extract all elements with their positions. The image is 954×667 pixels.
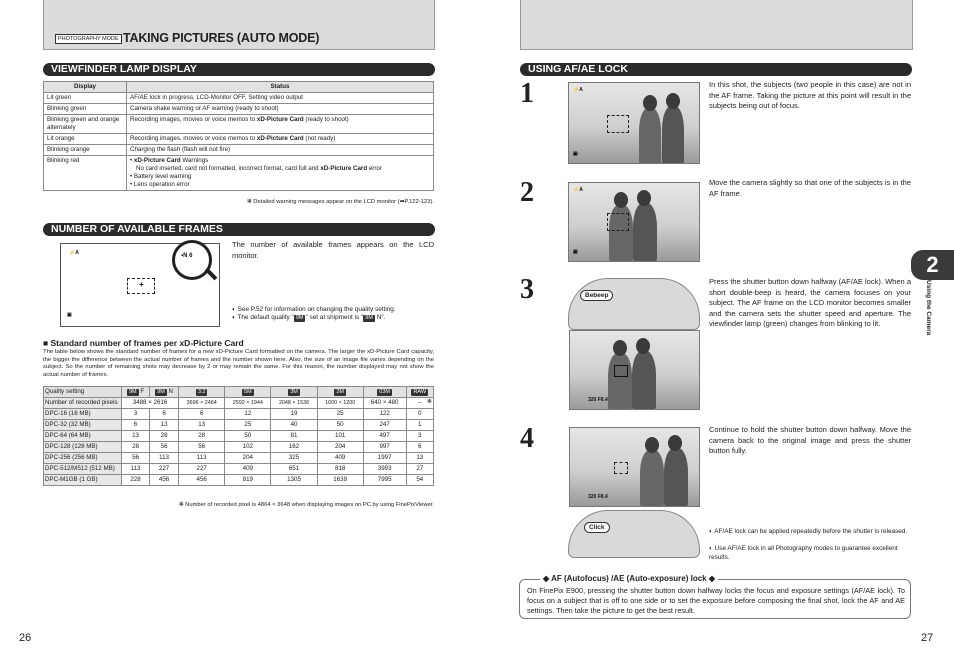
frame-count-cell: 228 bbox=[122, 475, 150, 486]
frame-count-cell: 50 bbox=[317, 420, 363, 431]
frame-count-cell: 7995 bbox=[363, 475, 406, 486]
quality-row bbox=[44, 387, 434, 398]
frame-count-cell: 247 bbox=[363, 420, 406, 431]
mode-auto-icon: ▣ bbox=[573, 151, 578, 157]
frame-count-cell: 456 bbox=[150, 475, 179, 486]
frame-count-cell: 162 bbox=[271, 442, 317, 453]
quality-cell: 2M bbox=[317, 387, 363, 398]
viewfinder-status-table bbox=[43, 81, 434, 191]
frame-count-cell: 13 bbox=[122, 431, 150, 442]
frame-count-cell: 227 bbox=[150, 464, 179, 475]
page-title: TAKING PICTURES (AUTO MODE) bbox=[123, 31, 320, 45]
std-frames-heading: ■ Standard number of frames per xD-Picture Card bbox=[43, 338, 244, 348]
frame-count-cell: 27 bbox=[406, 464, 433, 475]
frame-count-cell: 409 bbox=[317, 453, 363, 464]
frames-footnote: ✻ Number of recorded pixel is 4864 × 3648 when displaying images on PC by using FinePixViewer. bbox=[178, 502, 434, 508]
table-row bbox=[44, 145, 434, 156]
bebeep-bubble: Bebeep bbox=[580, 290, 613, 301]
table-row bbox=[44, 156, 434, 191]
frame-count-cell: 6 bbox=[179, 409, 225, 420]
shutter-readout: 320 F8.4 bbox=[588, 494, 608, 500]
step-3-text: Press the shutter button down halfway (AF/AE lock). When a short double-beep is heard, the camera focuses on your subject. The AF frame on the LCD monitor becomes smaller and the camera sets the shutter speed and aperture. The viewfinder lamp (green) changes from blinking to lit. bbox=[709, 277, 911, 328]
pixels-row bbox=[44, 398, 434, 409]
frame-count-cell: 56 bbox=[179, 442, 225, 453]
af-frame-icon bbox=[607, 115, 629, 133]
table-row bbox=[44, 464, 434, 475]
card-name-cell: DPC-M1GB (1 GB) bbox=[44, 475, 122, 486]
status-cell: Camera shake warning or AF warning (ready to shoot) bbox=[127, 104, 434, 115]
frame-count-cell: 102 bbox=[225, 442, 271, 453]
quality-cell: 3:2 bbox=[179, 387, 225, 398]
section-frames-heading: NUMBER OF AVAILABLE FRAMES bbox=[43, 223, 435, 236]
afae-tip-1: ◐ AF/AE lock can be applied repeatedly before the shutter is released. bbox=[709, 528, 908, 535]
frame-count-cell: 1 bbox=[406, 420, 433, 431]
frame-count-cell: 54 bbox=[406, 475, 433, 486]
quality-cell: 9M F bbox=[122, 387, 150, 398]
hand-press-illustration bbox=[568, 278, 700, 330]
frame-count-cell: 204 bbox=[225, 453, 271, 464]
frame-count-cell: 28 bbox=[122, 442, 150, 453]
card-name-cell: DPC-256 (256 MB) bbox=[44, 453, 122, 464]
step-number: 4 bbox=[520, 423, 534, 454]
mode-tag: PHOTOGRAPHY MODE bbox=[55, 34, 122, 44]
page-number-right: 27 bbox=[921, 632, 934, 644]
photo-step-4 bbox=[569, 427, 700, 507]
pixel-cell: – ✻ bbox=[406, 398, 433, 409]
card-name-cell: DPC-512/M512 (512 MB) bbox=[44, 464, 122, 475]
display-cell: Blinking red bbox=[44, 156, 127, 191]
chapter-tab: 2 bbox=[911, 250, 954, 280]
afae-tip-2: ◐ Use AF/AE lock in all Photography modes to guarantee excellent results. bbox=[709, 545, 898, 561]
frame-count-cell: 25 bbox=[317, 409, 363, 420]
shutter-readout: 320 F8.4 bbox=[588, 397, 608, 403]
frames-intro: The number of available frames appears on the LCD monitor. bbox=[232, 240, 434, 260]
header-band-right bbox=[520, 0, 913, 50]
col-status-header: Status bbox=[127, 82, 434, 93]
photo-step-2 bbox=[568, 182, 700, 262]
frame-count-cell: 818 bbox=[317, 464, 363, 475]
display-cell: Blinking green bbox=[44, 104, 127, 115]
frame-count-cell: 28 bbox=[150, 431, 179, 442]
frame-count-cell: 81 bbox=[271, 431, 317, 442]
frames-tip-2: ◐ The default quality " 9M " set at shipment is " 9M N". bbox=[232, 314, 386, 321]
af-frame-locked-icon bbox=[614, 365, 628, 377]
pixel-cell: 3696 × 2464 bbox=[179, 398, 225, 409]
frame-count-cell: 1997 bbox=[363, 453, 406, 464]
pixels-label: Number of recorded pixels bbox=[44, 398, 122, 409]
frame-count-cell: 40 bbox=[271, 420, 317, 431]
status-cell: Recording images, movies or voice memos to xD-Picture Card (not ready) bbox=[127, 134, 434, 145]
frame-count-cell: 13 bbox=[150, 420, 179, 431]
table-row bbox=[44, 134, 434, 145]
pixel-cell: 3488 × 2616 bbox=[122, 398, 179, 409]
quality-label: Quality setting bbox=[44, 387, 122, 398]
page-number-left: 26 bbox=[19, 632, 32, 644]
frame-count-cell: 122 bbox=[363, 409, 406, 420]
std-frames-text: The table below shows the standard number of frames for a new xD-Picture Card formatted on the camera. The larger the xD-Picture Card capacity, the bigger the difference between the actual number of frames and the number shown here. Also, the size of an image file varies depending on the subject. So the number of remaining shots may decrease by 2 or may remain the same. For this reason, the number displayed may not show the actual number of frames. bbox=[43, 349, 434, 378]
step-1-text: In this shot, the subjects (two people in this case) are not in the AF frame. Taking the picture at this point will result in the subjects being out of focus. bbox=[709, 80, 911, 110]
card-name-cell: DPC-128 (128 MB) bbox=[44, 442, 122, 453]
frame-count-icon: ▪N 6 bbox=[181, 253, 193, 259]
frame-count-cell: 409 bbox=[225, 464, 271, 475]
frame-count-cell: 50 bbox=[225, 431, 271, 442]
frame-count-cell: 113 bbox=[150, 453, 179, 464]
col-display-header: Display bbox=[44, 82, 127, 93]
step-2-text: Move the camera slightly so that one of the subjects is in the AF frame. bbox=[709, 178, 911, 198]
crosshair-icon: + bbox=[139, 280, 144, 289]
card-name-cell: DPC-32 (32 MB) bbox=[44, 420, 122, 431]
frame-count-cell: 6 bbox=[406, 442, 433, 453]
quality-cell: 3M bbox=[271, 387, 317, 398]
display-cell: Blinking orange bbox=[44, 145, 127, 156]
status-cell: Charging the flash (flash will not fire) bbox=[127, 145, 434, 156]
frame-count-cell: 3 bbox=[122, 409, 150, 420]
card-name-cell: DPC-64 (64 MB) bbox=[44, 431, 122, 442]
flash-auto-icon: ⚡A bbox=[573, 87, 583, 93]
frame-count-cell: 12 bbox=[225, 409, 271, 420]
frame-count-cell: 3 bbox=[406, 431, 433, 442]
status-cell: Recording images, movies or voice memos to xD-Picture Card (ready to shoot) bbox=[127, 115, 434, 134]
step-number: 2 bbox=[520, 177, 534, 208]
status-cell: AF/AE lock in progress, LCD-Monitor OFF, Setting video output bbox=[127, 93, 434, 104]
frame-count-cell: 497 bbox=[363, 431, 406, 442]
step-number: 3 bbox=[520, 274, 534, 305]
table-row bbox=[44, 431, 434, 442]
frame-count-cell: 227 bbox=[179, 464, 225, 475]
display-cell: Blinking green and orange alternately bbox=[44, 115, 127, 134]
frame-count-cell: 28 bbox=[179, 431, 225, 442]
photo-step-1 bbox=[568, 82, 700, 164]
frame-count-cell: 204 bbox=[317, 442, 363, 453]
frame-count-cell: 997 bbox=[363, 442, 406, 453]
table-row bbox=[44, 409, 434, 420]
table-row bbox=[44, 115, 434, 134]
card-name-cell: DPC-16 (16 MB) bbox=[44, 409, 122, 420]
frame-count-cell: 13 bbox=[179, 420, 225, 431]
pixel-cell: 2048 × 1536 bbox=[271, 398, 317, 409]
frame-count-cell: 325 bbox=[271, 453, 317, 464]
frame-count-cell: 456 bbox=[179, 475, 225, 486]
frame-count-cell: 113 bbox=[179, 453, 225, 464]
step-number: 1 bbox=[520, 78, 534, 109]
af-frame-icon bbox=[614, 462, 628, 474]
mode-auto-icon: ▣ bbox=[573, 249, 578, 255]
frame-count-cell: 6 bbox=[150, 409, 179, 420]
quality-cell: 9M N bbox=[150, 387, 179, 398]
photo-step-3 bbox=[569, 330, 700, 410]
frame-count-cell: 13 bbox=[406, 453, 433, 464]
quality-cell: 5M bbox=[225, 387, 271, 398]
af-frame-icon bbox=[607, 213, 629, 231]
frame-count-cell: 25 bbox=[225, 420, 271, 431]
table-row bbox=[44, 453, 434, 464]
frame-count-cell: 6 bbox=[122, 420, 150, 431]
magnifier-icon bbox=[172, 240, 212, 280]
frame-count-cell: 1305 bbox=[271, 475, 317, 486]
pixel-cell: 2592 × 1944 bbox=[225, 398, 271, 409]
display-cell: Lit orange bbox=[44, 134, 127, 145]
click-bubble: Click bbox=[584, 522, 610, 533]
status-cell: • xD-Picture Card Warnings No card inserted, card not formatted, incorrect format, card full and xD-Picture Card error • Battery level warning • Lens operation error bbox=[127, 156, 434, 191]
table-row bbox=[44, 104, 434, 115]
frame-count-cell: 56 bbox=[150, 442, 179, 453]
frame-count-cell: 0 bbox=[406, 409, 433, 420]
pixel-cell: 640 × 480 bbox=[363, 398, 406, 409]
frames-table bbox=[43, 386, 434, 486]
table-row bbox=[44, 93, 434, 104]
frames-tip-1: ◐ See P.52 for information on changing the quality setting. bbox=[232, 306, 396, 313]
flash-auto-icon: ⚡A bbox=[69, 250, 79, 256]
frame-count-cell: 56 bbox=[122, 453, 150, 464]
display-cell: Lit green bbox=[44, 93, 127, 104]
af-info-title: ◆ AF (Autofocus) /AE (Auto-exposure) lock ◆ bbox=[540, 574, 718, 583]
step-4-text: Continue to hold the shutter button down halfway. Move the camera back to the original image and press the shutter button fully. bbox=[709, 425, 911, 455]
flash-auto-icon: ⚡A bbox=[573, 187, 583, 193]
quality-cell: RAW bbox=[406, 387, 433, 398]
frame-count-cell: 819 bbox=[225, 475, 271, 486]
table-row bbox=[44, 475, 434, 486]
frame-count-cell: 1639 bbox=[317, 475, 363, 486]
pixel-cell: 1600 × 1200 bbox=[317, 398, 363, 409]
frame-count-cell: 113 bbox=[122, 464, 150, 475]
mode-auto-icon: ▣ bbox=[67, 312, 72, 318]
table-row bbox=[44, 420, 434, 431]
frame-count-cell: 19 bbox=[271, 409, 317, 420]
viewfinder-footnote: ✻ Detailed warning messages appear on the LCD monitor (➡P.122-123). bbox=[246, 199, 434, 205]
frame-count-cell: 651 bbox=[271, 464, 317, 475]
quality-cell: 03M bbox=[363, 387, 406, 398]
af-info-text: On FinePix E900, pressing the shutter button down halfway locks the focus and exposure settings (AF/AE lock). To focus on a subject that is off to one side or to set the exposure before composing the final shot, lock the AF and AE settings. Then take the picture to get the best result. bbox=[527, 586, 905, 615]
frame-count-cell: 3993 bbox=[363, 464, 406, 475]
chapter-label: Using the Camera bbox=[925, 280, 932, 336]
frame-count-cell: 101 bbox=[317, 431, 363, 442]
section-viewfinder-heading: VIEWFINDER LAMP DISPLAY bbox=[43, 63, 435, 76]
hand-click-illustration bbox=[568, 510, 700, 558]
table-row bbox=[44, 442, 434, 453]
section-afae-heading: USING AF/AE LOCK bbox=[520, 63, 912, 76]
